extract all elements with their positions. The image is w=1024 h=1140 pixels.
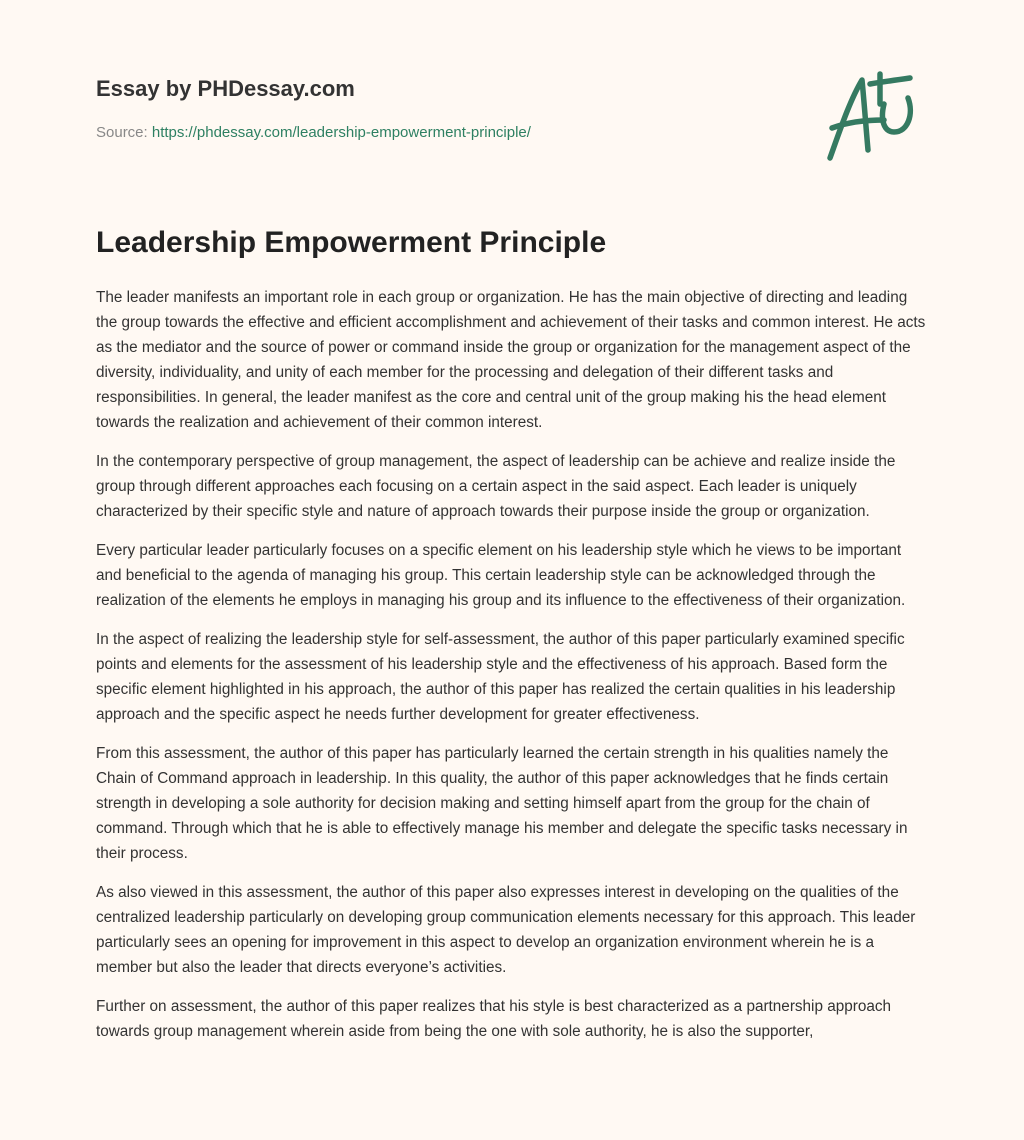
paragraph: From this assessment, the author of this paper has particularly learned the certain strength in his qualities namely the Chain of Command approach in leadership. In this quality, the author of this paper acknowledges that he finds certain strength in developing a sole authority for decision making and setting himself apart from the group for the chain of command. Through which that he is able to effectively manage his member and delegate the specific tasks necessary in their process. bbox=[96, 745, 908, 862]
source-line bbox=[96, 124, 531, 141]
source-link[interactable]: https://phdessay.com/leadership-empowerment-principle/ bbox=[151, 124, 531, 141]
source-label: Source: bbox=[96, 124, 148, 141]
article-body bbox=[96, 285, 928, 1058]
paragraph: The leader manifests an important role in each group or organization. He has the main objective of directing and leading the group towards the effective and efficient accomplishment and achievement of their tasks and common interest. He acts as the mediator and the source of power or command inside the group or organization for the management aspect of the diversity, individuality, and unity of each member for the processing and delegation of their different tasks and responsibilities. In general, the leader manifest as the core and central unit of the group making his the head element towards the realization and achievement of their common interest. bbox=[96, 289, 926, 431]
paragraph: Every particular leader particularly focuses on a specific element on his leadership style which he views to be important and beneficial to the agenda of managing his group. This certain leadership style can be acknowledged through the realization of the elements he employs in managing his group and its influence to the effectiveness of their organization. bbox=[96, 542, 906, 609]
paragraph: Further on assessment, the author of this paper realizes that his style is best characterized as a partnership approach towards group management wherein aside from being the one with sole authority, he is also the supporter, bbox=[96, 998, 892, 1040]
article-title: Leadership Empowerment Principle bbox=[96, 226, 607, 259]
site-brand: Essay by PHDessay.com bbox=[96, 76, 355, 101]
paragraph: As also viewed in this assessment, the author of this paper also expresses interest in developing on the qualities of the centralized leadership particularly on developing group communication elements necessary for this approach. This leader particularly sees an opening for improvement in this aspect to develop an organization environment wherein he is a member but also the leader that directs everyone’s activities. bbox=[96, 884, 916, 976]
paragraph: In the aspect of realizing the leadership style for self-assessment, the author of this paper particularly examined specific points and elements for the assessment of his leadership style and the effectiveness of his approach. Based form the specific element highlighted in his approach, the author of this paper has realized the certain qualities in his leadership approach and the specific aspect he needs further development for greater effectiveness. bbox=[96, 631, 905, 723]
paragraph: In the contemporary perspective of group management, the aspect of leadership can be achieve and realize inside the group through different approaches each focusing on a certain aspect in the said aspect. Each leader is uniquely characterized by their specific style and nature of approach towards their purpose inside the group or organization. bbox=[96, 453, 896, 520]
a-plus-logo-icon bbox=[818, 70, 928, 166]
